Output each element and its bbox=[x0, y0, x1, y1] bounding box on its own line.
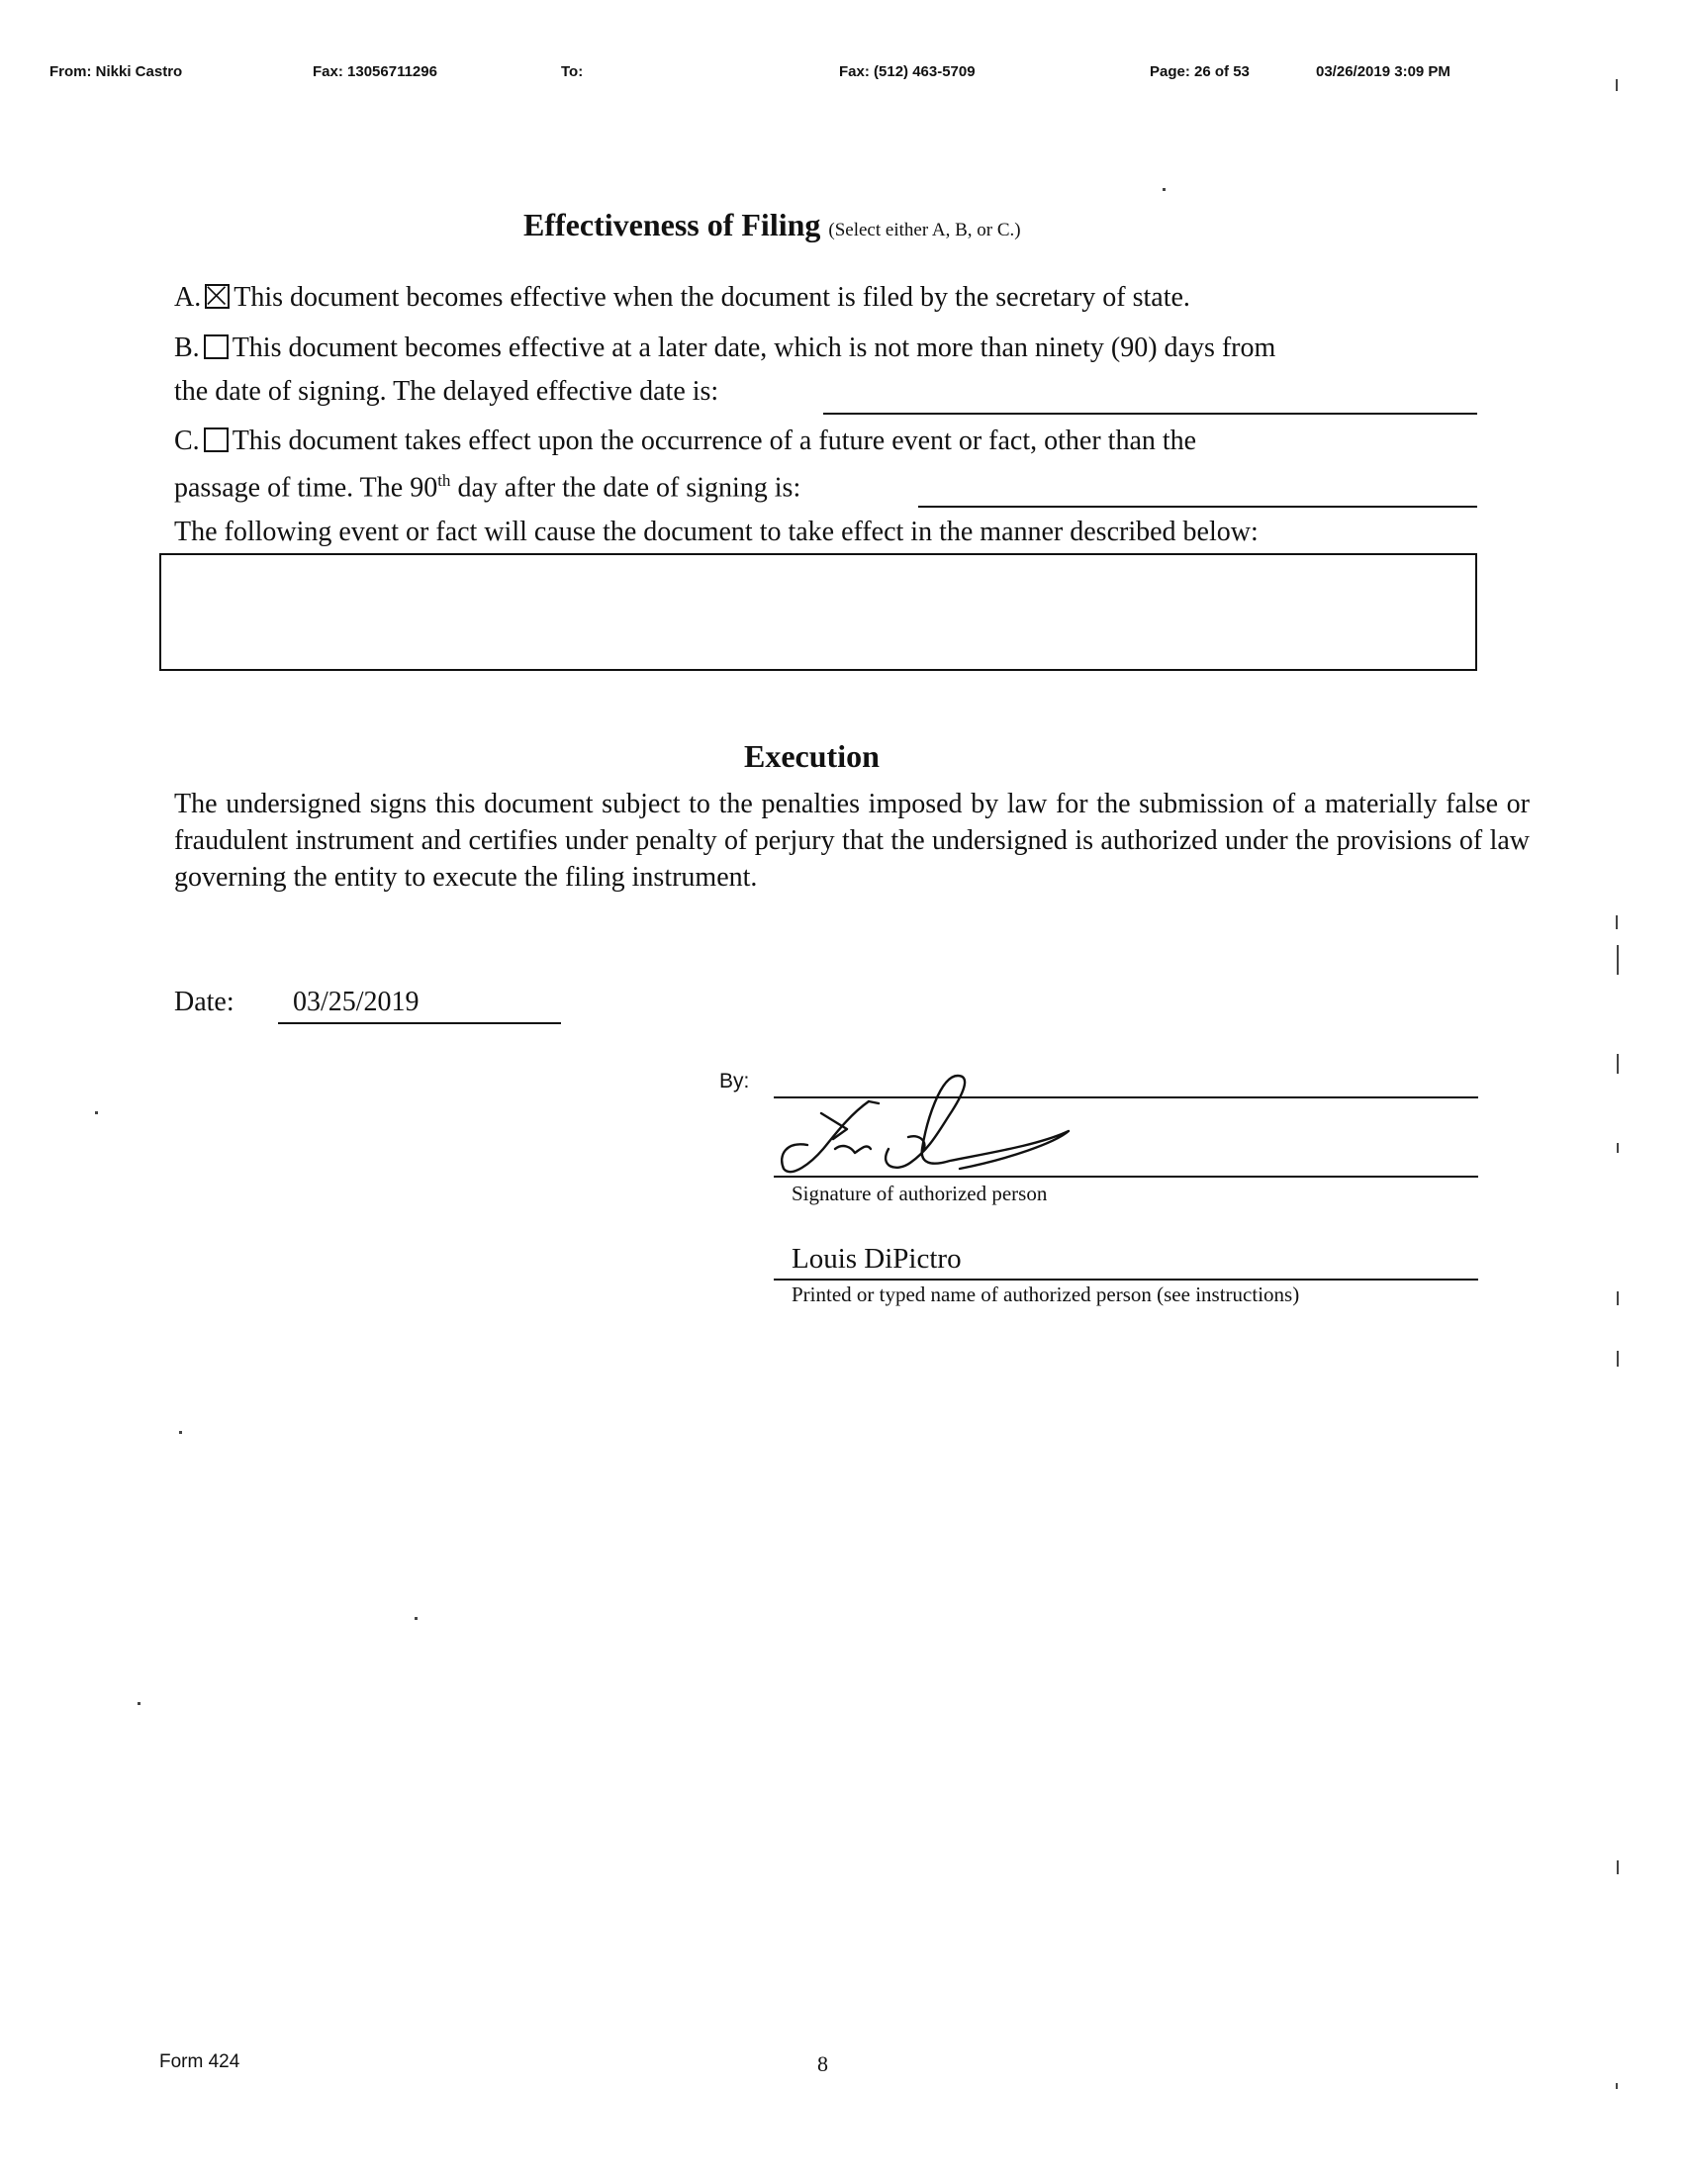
option-a-checkbox[interactable] bbox=[205, 284, 230, 309]
scan-speck bbox=[1163, 188, 1166, 191]
fax-timestamp: 03/26/2019 3:09 PM bbox=[1316, 63, 1450, 80]
fax-page: Page: 26 of 53 bbox=[1150, 63, 1250, 80]
option-b-line1 bbox=[174, 332, 1275, 364]
checkbox-x-icon bbox=[207, 286, 228, 307]
event-line: The following event or fact will cause the document to take effect in the manner described below: bbox=[174, 517, 1259, 547]
option-c-line1 bbox=[174, 426, 1196, 457]
option-a-letter: A. bbox=[174, 282, 202, 313]
execution-paragraph: The undersigned signs this document subject to the penalties imposed by law for the submission of a materially false or fraudulent instrument and certifies under penalty of perjury that the undersigned is authorized under the provisions of law governing the entity to execute the filing instrument. bbox=[174, 789, 1530, 893]
date-underline bbox=[278, 1022, 561, 1024]
effectiveness-title: Effectiveness of Filing bbox=[523, 207, 821, 242]
scan-speck bbox=[1617, 1291, 1619, 1305]
option-a-line bbox=[174, 282, 1190, 314]
scan-speck bbox=[95, 1111, 98, 1114]
fax-to-number: Fax: (512) 463-5709 bbox=[839, 63, 976, 80]
printed-name-line bbox=[774, 1279, 1478, 1281]
option-b-text-line2: the date of signing. The delayed effective date is: bbox=[174, 376, 719, 407]
by-label: By: bbox=[719, 1070, 750, 1092]
scan-speck bbox=[1617, 1860, 1619, 1874]
option-b-letter: B. bbox=[174, 332, 200, 363]
option-c-checkbox[interactable] bbox=[204, 427, 229, 452]
ninetieth-day-field[interactable] bbox=[918, 506, 1477, 508]
option-c-text-line2 bbox=[174, 471, 800, 504]
scan-speck bbox=[1617, 1351, 1619, 1367]
option-c-line2-post: day after the date of signing is: bbox=[450, 472, 801, 504]
signature-image bbox=[772, 1064, 1108, 1178]
date-value: 03/25/2019 bbox=[293, 987, 420, 1017]
scan-speck bbox=[179, 1431, 182, 1434]
signature-caption: Signature of authorized person bbox=[792, 1182, 1048, 1205]
printed-name: Louis DiPictro bbox=[792, 1243, 962, 1275]
scan-speck bbox=[138, 1702, 140, 1705]
event-description-box[interactable] bbox=[159, 553, 1477, 671]
scan-speck bbox=[1617, 1054, 1619, 1074]
effectiveness-subtitle: (Select either A, B, or C.) bbox=[828, 220, 1021, 240]
scan-speck bbox=[415, 1617, 418, 1620]
printed-name-caption: Printed or typed name of authorized person (see instructions) bbox=[792, 1282, 1300, 1306]
option-c-text-line1: This document takes effect upon the occurrence of a future event or fact, other than the bbox=[232, 426, 1197, 456]
scan-speck bbox=[1616, 79, 1618, 91]
delayed-date-field[interactable] bbox=[823, 413, 1477, 415]
footer-form: Form 424 bbox=[159, 2051, 240, 2072]
option-c-line2-sup: th bbox=[437, 471, 451, 490]
scan-speck bbox=[1617, 945, 1619, 975]
option-b-checkbox[interactable] bbox=[204, 334, 229, 359]
execution-title: Execution bbox=[744, 738, 880, 774]
footer-page-number: 8 bbox=[817, 2051, 828, 2076]
scan-speck bbox=[1616, 2083, 1618, 2089]
option-a-text: This document becomes effective when the document is filed by the secretary of state. bbox=[234, 282, 1190, 313]
effectiveness-heading bbox=[523, 207, 1021, 243]
option-c-letter: C. bbox=[174, 426, 200, 456]
scan-speck bbox=[1616, 915, 1618, 929]
fax-from: From: Nikki Castro bbox=[49, 63, 183, 80]
signature-line bbox=[774, 1176, 1478, 1178]
fax-to: To: bbox=[561, 63, 584, 80]
fax-from-number: Fax: 13056711296 bbox=[313, 63, 437, 80]
scan-speck bbox=[1617, 1143, 1619, 1153]
option-b-text-line1: This document becomes effective at a later date, which is not more than ninety (90) days from bbox=[232, 332, 1276, 363]
option-c-line2-pre: passage of time. The 90 bbox=[174, 472, 438, 504]
date-label: Date: bbox=[174, 987, 234, 1017]
